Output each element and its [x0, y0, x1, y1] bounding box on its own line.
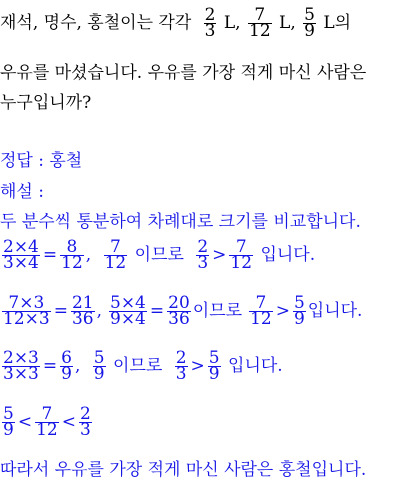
solution-step-2: $\frac{7\times 3}{12\times 3}$ = $\frac{21}{36}$ , $\frac{5\times 4}{9\times 4}$ = $\frac{20}{36}$ 이므로 $\frac{7}{12}$ > $\frac{5}{9}$ 입니다.: [3, 293, 363, 329]
question-line-3: 누구입니까?: [0, 93, 92, 113]
fraction: $\frac{7}{12}$: [230, 237, 253, 273]
fraction: $\frac{21}{36}$: [71, 293, 94, 329]
solution-order: $\frac{5}{9}$ < $\frac{7}{12}$ < $\frac{2}{3}$: [3, 404, 91, 440]
fraction: $\frac{7}{12}$: [36, 404, 58, 440]
explanation-label: 해설 :: [0, 182, 44, 202]
fraction: $\frac{7\times 3}{12\times 3}$: [3, 293, 50, 329]
solution-conclusion: 따라서 우유를 가장 적게 마신 사람은 홍철입니다.: [0, 460, 367, 480]
fraction: $\frac{2}{3}$: [175, 348, 187, 384]
fraction: $\frac{5}{9}$: [293, 293, 305, 329]
fraction: $\frac{7}{12}$: [249, 5, 271, 41]
fraction: $\frac{20}{36}$: [168, 293, 190, 329]
fraction: $\frac{2\times 4}{3\times 4}$: [3, 237, 39, 273]
solution-step-1: $\frac{2\times 4}{3\times 4}$ = $\frac{8}{12}$ , $\frac{7}{12}$ 이므로 $\frac{2}{3}$ > $\frac{7}{12}$ 입니다.: [3, 237, 316, 273]
fraction: $\frac{5}{9}$: [93, 348, 105, 384]
question-line-2: 우유를 마셨습니다. 우유를 가장 적게 마신 사람은: [0, 63, 367, 83]
fraction: $\frac{8}{12}$: [61, 237, 83, 273]
fraction: $\frac{5}{9}$: [304, 5, 315, 41]
solution-step-3: $\frac{2\times 3}{3\times 3}$ = $\frac{6}{9}$ , $\frac{5}{9}$ 이므로 $\frac{2}{3}$ > $\frac{5}{9}$ 입니다.: [3, 348, 283, 384]
fraction: $\frac{5}{9}$: [3, 404, 14, 440]
fraction: $\frac{7}{12}$: [104, 237, 127, 273]
fraction: $\frac{2}{3}$: [204, 5, 216, 41]
fraction: $\frac{5\times 4}{9\times 4}$: [110, 293, 146, 329]
fraction: $\frac{2\times 3}{3\times 3}$: [3, 348, 39, 384]
question-line-1: 재석, 명수, 홍철이는 각각 $\frac{2}{3}$ L, $\frac{7}{12}$ L, $\frac{5}{9}$ L의: [0, 5, 352, 41]
fraction: $\frac{2}{3}$: [197, 237, 209, 273]
fraction: $\frac{5}{9}$: [208, 348, 220, 384]
fraction: $\frac{7}{12}$: [250, 293, 272, 329]
question-text: 재석, 명수, 홍철이는 각각: [0, 13, 192, 33]
solution-intro: 두 분수씩 통분하여 차례대로 크기를 비교합니다.: [0, 212, 361, 232]
fraction: $\frac{2}{3}$: [79, 404, 91, 440]
fraction: $\frac{6}{9}$: [61, 348, 72, 384]
answer: 정답 : 홍철: [0, 151, 83, 171]
